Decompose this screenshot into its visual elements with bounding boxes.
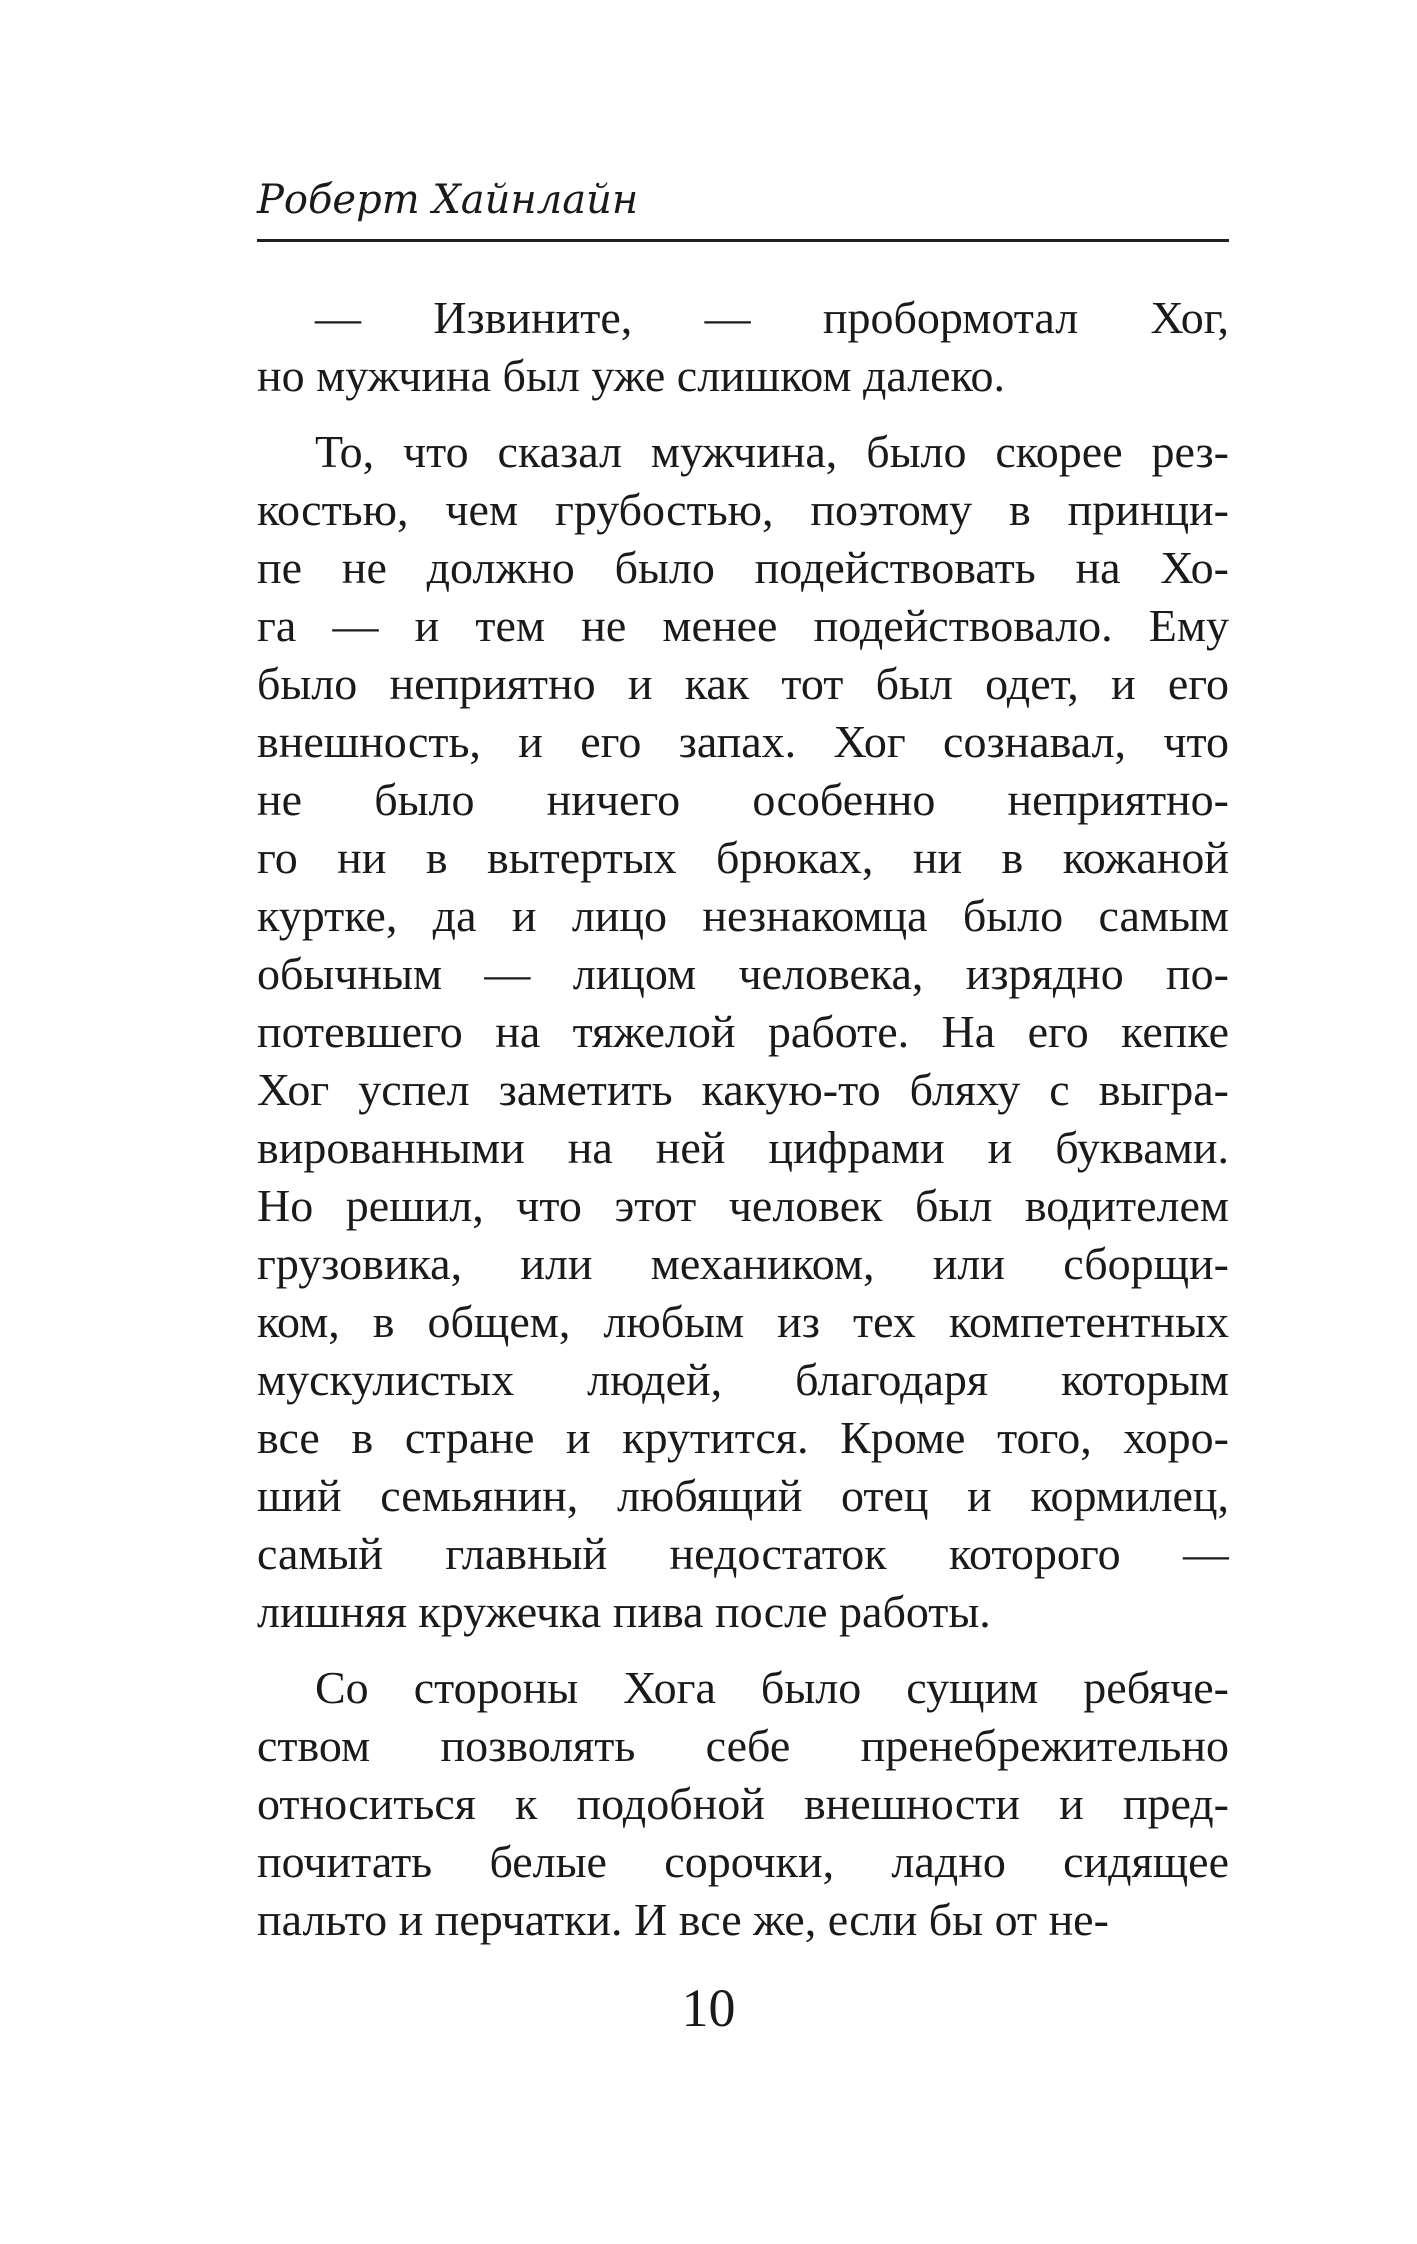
text-line: куртке, да и лицо незнакомца было самым bbox=[257, 890, 1229, 941]
text-line: Хог успел заметить какую-то бляху с выгра- bbox=[257, 1064, 1229, 1115]
paragraph bbox=[257, 423, 1229, 1641]
text-line: потевшего на тяжелой работе. На его кепке bbox=[257, 1006, 1229, 1057]
text-line: было неприятно и как тот был одет, и его bbox=[257, 658, 1229, 709]
text-line: га — и тем не менее подействовало. Ему bbox=[257, 600, 1229, 651]
text-line: костью, чем грубостью, поэтому в принци- bbox=[257, 484, 1229, 535]
running-head: Роберт Хайнлайн bbox=[257, 177, 639, 223]
text-line: лишняя кружечка пива после работы. bbox=[257, 1586, 991, 1637]
text-line: все в стране и крутится. Кроме того, хоро- bbox=[257, 1412, 1229, 1463]
text-line: пе не должно было подействовать на Хо- bbox=[257, 542, 1229, 593]
text-line: относиться к подобной внешности и пред- bbox=[257, 1778, 1229, 1829]
text-line: пальто и перчатки. И все же, если бы от не- bbox=[257, 1894, 1109, 1945]
paragraph-gap bbox=[257, 1641, 1229, 1659]
text-line: — Извините, — пробормотал Хог, bbox=[315, 292, 1229, 343]
text-line: внешность, и его запах. Хог сознавал, что bbox=[257, 716, 1229, 767]
text-line: ством позволять себе пренебрежительно bbox=[257, 1720, 1229, 1771]
text-line: грузовика, или механиком, или сборщи- bbox=[257, 1238, 1229, 1289]
header-rule bbox=[257, 239, 1229, 242]
paragraph bbox=[257, 1659, 1229, 1949]
text-line: ший семьянин, любящий отец и кормилец, bbox=[257, 1470, 1229, 1521]
text-line: обычным — лицом человека, изрядно по- bbox=[257, 948, 1229, 999]
paragraph bbox=[257, 289, 1229, 405]
paragraph-gap bbox=[257, 405, 1229, 423]
text-line: То, что сказал мужчина, было скорее рез- bbox=[315, 426, 1229, 477]
text-line: Со стороны Хога было сущим ребяче- bbox=[315, 1662, 1229, 1713]
page-number: 10 bbox=[681, 1978, 736, 2038]
text-line: самый главный недостаток которого — bbox=[257, 1528, 1229, 1579]
body-text bbox=[257, 289, 1229, 1949]
text-line: вированными на ней цифрами и буквами. bbox=[257, 1122, 1229, 1173]
text-line: но мужчина был уже слишком далеко. bbox=[257, 350, 1006, 401]
text-line: мускулистых людей, благодаря которым bbox=[257, 1354, 1229, 1405]
text-line: Но решил, что этот человек был водителем bbox=[257, 1180, 1229, 1231]
text-line: ком, в общем, любым из тех компетентных bbox=[257, 1296, 1229, 1347]
text-line: го ни в вытертых брюках, ни в кожаной bbox=[257, 832, 1229, 883]
text-line: не было ничего особенно неприятно- bbox=[257, 774, 1229, 825]
text-line: почитать белые сорочки, ладно сидящее bbox=[257, 1836, 1229, 1887]
